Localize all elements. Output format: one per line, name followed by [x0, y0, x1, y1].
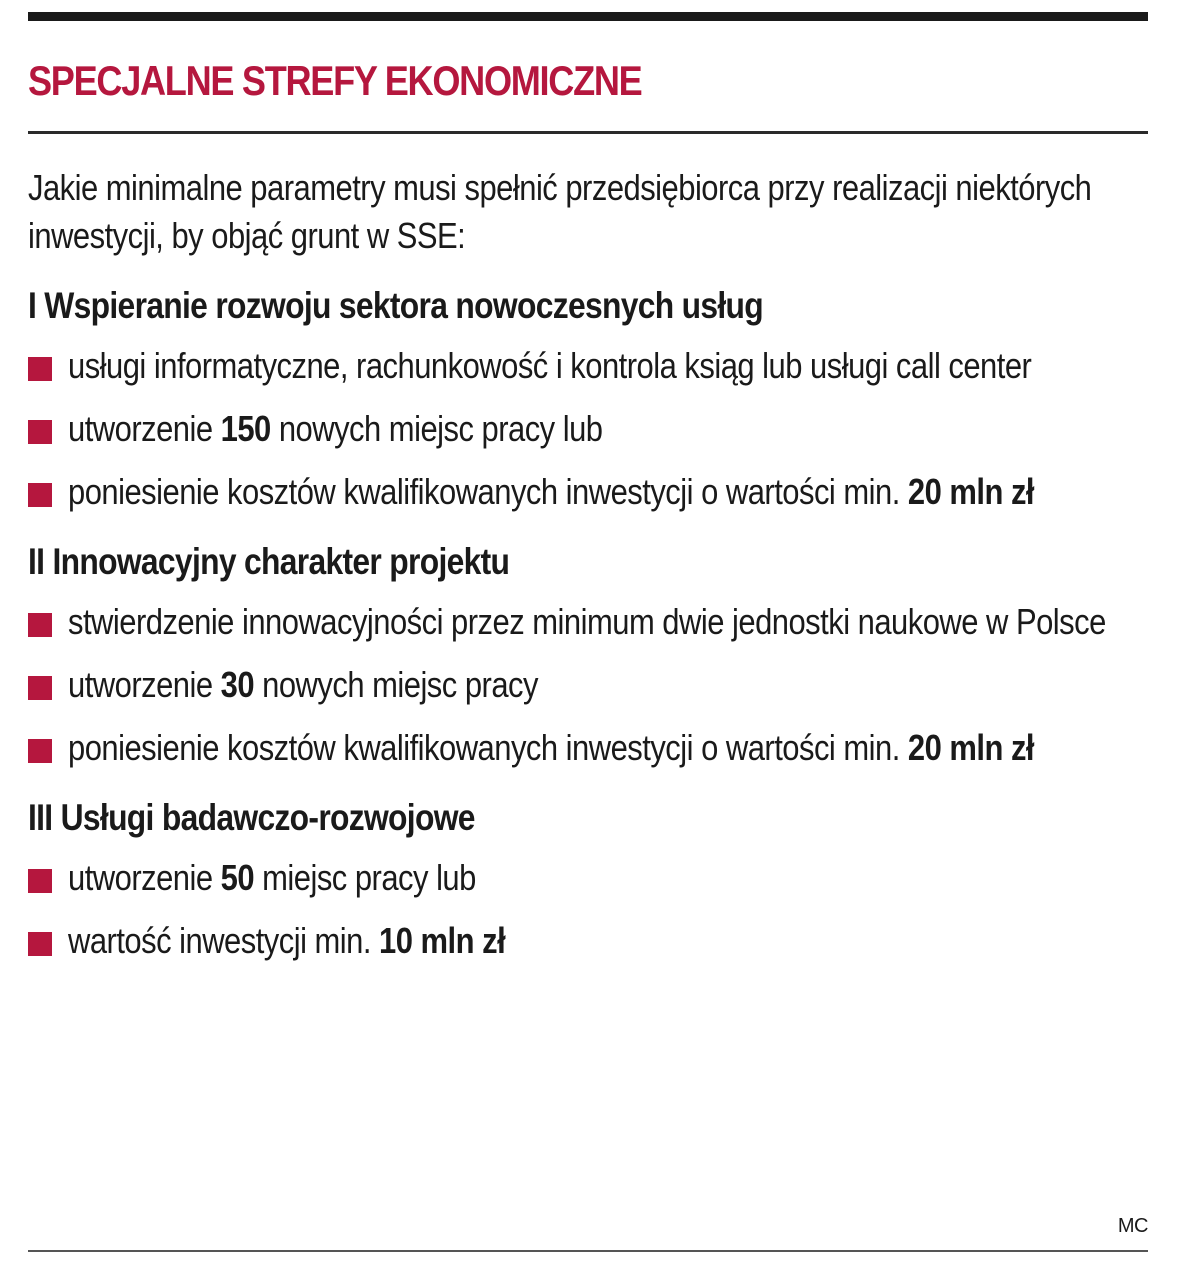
square-bullet-icon	[28, 483, 52, 507]
list-item-text: poniesienie kosztów kwalifikowanych inwestycji o wartości min. 20 mln zł	[68, 727, 1035, 768]
list-item-text: utworzenie 150 nowych miejsc pracy lub	[68, 408, 603, 449]
square-bullet-icon	[28, 676, 52, 700]
square-bullet-icon	[28, 932, 52, 956]
section-heading: III Usługi badawczo-rozwojowe	[28, 797, 475, 838]
square-bullet-icon	[28, 739, 52, 763]
list-item	[28, 724, 1148, 772]
section-1	[28, 282, 1148, 516]
section-2	[28, 538, 1148, 772]
square-bullet-icon	[28, 420, 52, 444]
author-credit: MC	[1117, 1215, 1148, 1237]
square-bullet-icon	[28, 869, 52, 893]
list-item	[28, 468, 1148, 516]
list-item	[28, 598, 1148, 646]
list-item	[28, 917, 1148, 965]
section-heading: II Innowacyjny charakter projektu	[28, 541, 510, 582]
list-item	[28, 342, 1148, 390]
list-item	[28, 661, 1148, 709]
list-item-text: utworzenie 30 nowych miejsc pracy	[68, 664, 538, 705]
list-item-text: usługi informatyczne, rachunkowość i kontrola ksiąg lub usługi call center	[68, 345, 1032, 386]
box-title: SPECJALNE STREFY EKONOMICZNE	[28, 57, 642, 104]
list-item-text: poniesienie kosztów kwalifikowanych inwestycji o wartości min. 20 mln zł	[68, 471, 1035, 512]
list-item	[28, 405, 1148, 453]
bottom-rule	[28, 1250, 1148, 1252]
infobox	[28, 12, 1148, 1252]
title-divider	[28, 131, 1148, 134]
intro-text: Jakie minimalne parametry musi spełnić przedsiębiorca przy realizacji niektórych inwestycji, by objąć grunt w SSE:	[28, 167, 1092, 256]
list-item-text: utworzenie 50 miejsc pracy lub	[68, 857, 476, 898]
list-item-text: stwierdzenie innowacyjności przez minimum dwie jednostki naukowe w Polsce	[68, 601, 1106, 642]
square-bullet-icon	[28, 613, 52, 637]
section-heading: I Wspieranie rozwoju sektora nowoczesnych usług	[28, 285, 764, 326]
list-item	[28, 854, 1148, 902]
square-bullet-icon	[28, 357, 52, 381]
top-rule	[28, 12, 1148, 21]
list-item-text: wartość inwestycji min. 10 mln zł	[68, 920, 506, 961]
section-3	[28, 794, 1148, 965]
